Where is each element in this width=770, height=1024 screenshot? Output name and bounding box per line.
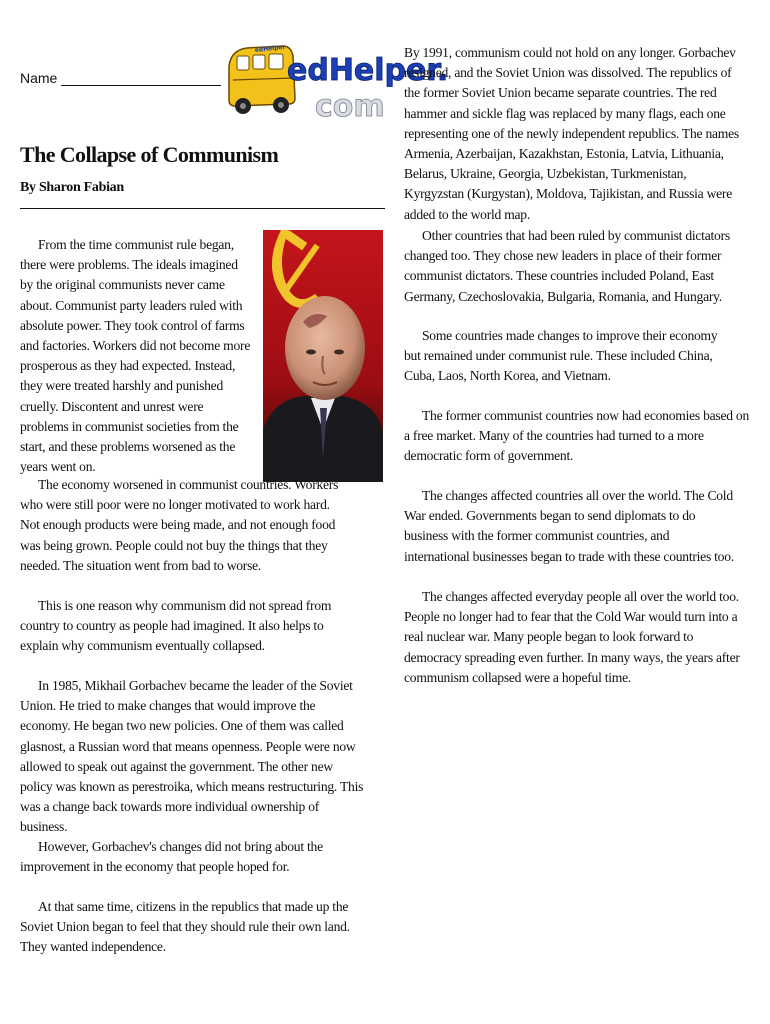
name-label: Name (20, 70, 58, 86)
edhelper-logo (225, 36, 449, 128)
gorbachev-photo (263, 230, 383, 482)
name-blank-line (61, 71, 221, 86)
school-bus-icon (225, 36, 449, 128)
right-paragraph-4: The former communist countries now had economies based on a free market. Many of the countries had turned to a more democratic form of government. (404, 408, 750, 464)
author-byline: By Sharon Fabian (20, 180, 124, 195)
left-paragraph-3: This is one reason why communism did not spread from country to country as people had imagined. It also helps to explain why communism eventually collapsed. (20, 598, 332, 654)
svg-text:edHelper: edHelper (254, 43, 286, 54)
portrait-image (263, 230, 383, 482)
header-divider (20, 208, 385, 209)
left-paragraph-4: In 1985, Mikhail Gorbachev became the leader of the Soviet Union. He tried to make changes that would improve the economy. He began two new policies. One of them was called glasnost, a Russian word that means openness. People were now allowed to speak out against the government. The other new policy was known as perestroika, which means restructuring. This was a change back towards more individual ownership of business. (20, 678, 364, 835)
name-field-row (20, 70, 221, 86)
right-paragraph-1: By 1991, communism could not hold on any longer. Gorbachev resigned, and the Soviet Union was dissolved. The republics of the former Soviet Union became separate countries. The red hammer and sickle flag was replaced by many flags, each one representing one of the newly independent republics. The names Armenia, Azerbaijan, Kazakhstan, Estonia, Latvia, Lithuania, Belarus, Ukraine, Georgia, Uzbekistan, Turkmenistan, Kyrgyzstan (Kurgystan), Moldova, Tajikistan, and Russia were added to the world map. (404, 45, 739, 222)
page-title: The Collapse of Communism (20, 142, 279, 167)
logo-text-bottom: com (315, 89, 385, 124)
right-paragraph-2: Other countries that had been ruled by communist dictators changed too. They chose new leaders in place of their former communist dictators. These countries included Poland, East Germany, Czechoslovakia, Bulgaria, Romania, and Hungary. (404, 228, 730, 304)
left-paragraph-2: The economy worsened in communist countries. Workers who were still poor were no longer motivated to work hard. Not enough products were being made, and not enough food was being grown. People could not buy the things that they needed. The situation went from bad to worse. (20, 477, 339, 573)
left-paragraph-1: From the time communist rule began, there were problems. The ideals imagined by the original communists never came about. Communist party leaders ruled with absolute power. They took control of farms and factories. Workers did not become more prosperous as they had expected. Instead, they were treated harshly and punished cruelly. Discontent and unrest were problems in communist societies from the start, and these problems worsened as the years went on. (20, 237, 251, 475)
logo-text-top: edHelper. (287, 53, 449, 88)
right-paragraph-5: The changes affected countries all over the world. The Cold War ended. Governments began to send diplomats to do business with the former communist countries, and international businesses began to trade with these countries too. (404, 488, 734, 564)
left-paragraph-5: However, Gorbachev's changes did not bring about the improvement in the economy that people hoped for. (20, 839, 323, 875)
right-paragraph-6: The changes affected everyday people all over the world too. People no longer had to fear that the Cold War would turn into a real nuclear war. Many people began to look forward to democracy spreading even further. In many ways, the years after communism collapsed were a hopeful time. (404, 589, 740, 685)
left-paragraph-6: At that same time, citizens in the republics that made up the Soviet Union began to feel that they should rule their own land. They wanted independence. (20, 899, 350, 955)
right-paragraph-3: Some countries made changes to improve their economy but remained under communist rule. These included China, Cuba, Laos, North Korea, and Vietnam. (404, 328, 718, 384)
